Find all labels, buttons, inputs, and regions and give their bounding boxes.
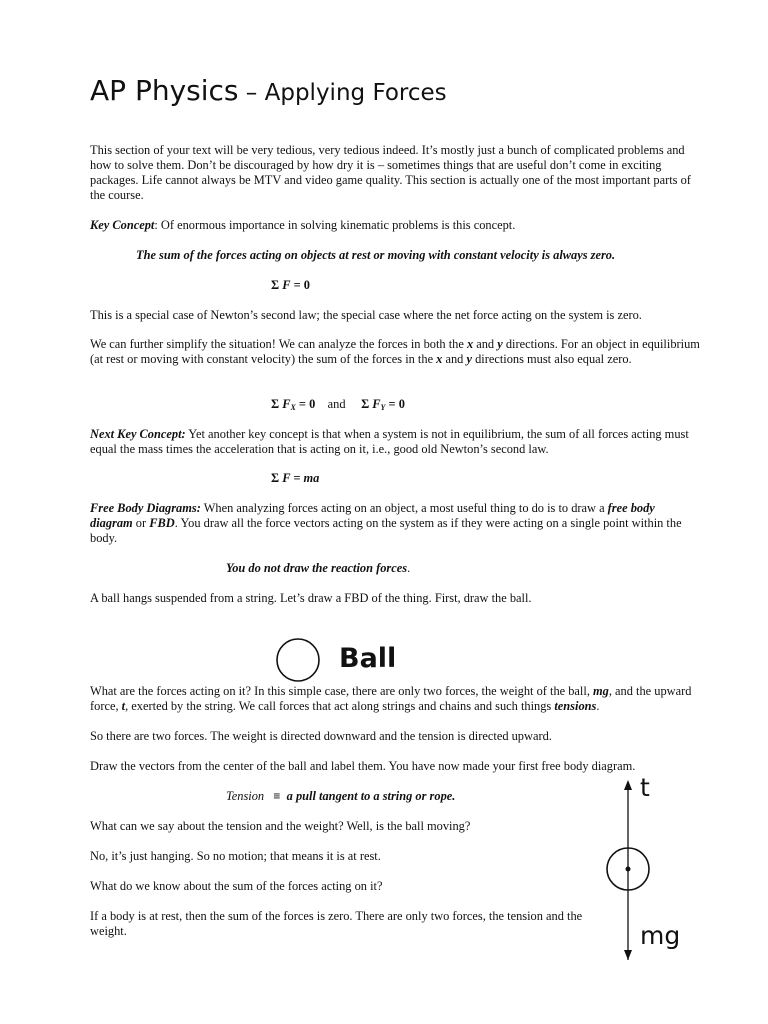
forces-text-2: , and the upward force,: [90, 684, 692, 713]
tension-vector-label: t: [640, 773, 650, 802]
simplify-text-3: directions. For an object in equilibrium (at rest or moving with constant velocity) the sum of the forces in the: [90, 337, 700, 366]
answer-1: No, it’s just hanging. So no motion; that means it is at rest.: [90, 849, 381, 863]
y-subscript: Y: [380, 403, 386, 412]
tension-arrowhead-icon: [624, 780, 632, 790]
equation-rhs: = 0: [290, 278, 310, 292]
ball-intro-paragraph: A ball hangs suspended from a string. Let’s draw a FBD of the thing. First, draw the ball.: [90, 591, 532, 605]
title-main: AP Physics: [90, 74, 239, 107]
next-key-concept-label: Next Key Concept:: [90, 427, 186, 441]
reaction-forces-note: [226, 561, 410, 576]
reaction-forces-period: .: [407, 561, 411, 575]
force-symbol: F: [282, 471, 291, 485]
rule-zero-net-force: The sum of the forces acting on objects at rest or moving with constant velocity is always zero.: [136, 248, 616, 262]
forces-question-paragraph: [90, 684, 700, 714]
x-direction: x: [436, 352, 443, 366]
page-title: [90, 74, 447, 110]
force-symbol: F: [282, 278, 291, 292]
key-concept-label: Key Concept: [90, 218, 155, 232]
equation-rhs: = ma: [290, 471, 320, 485]
fbd-text-2: or: [132, 516, 150, 530]
sigma-symbol: Σ: [361, 397, 370, 411]
equivalence-symbol: ≡: [273, 789, 281, 803]
next-key-concept-text: Yet another key concept is that when a system is not in equilibrium, the sum of all forces acting must equal the mass times the acceleration that is acting on it, i.e., good old Newton’s second law.: [90, 427, 689, 456]
forces-text-3: , exerted by the string. We call forces that act along strings and chains and such things: [125, 699, 555, 713]
weight-symbol: mg: [593, 684, 609, 698]
fbd-text-3: . You draw all the force vectors acting on the system as if they were acting on a single point within the body.: [90, 516, 682, 545]
two-forces-paragraph: So there are two forces. The weight is directed downward and the tension is directed upward.: [90, 729, 552, 743]
tension-definition-text: a pull tangent to a string or rope.: [286, 789, 456, 803]
simplify-text-4: and: [442, 352, 467, 366]
fbd-label: Free Body Diagrams:: [90, 501, 201, 515]
fbd-text-1: When analyzing forces acting on an object, a most useful thing to do is to draw a: [200, 501, 608, 515]
and-text: and: [327, 397, 346, 411]
ball-label: Ball: [339, 643, 397, 674]
intro-paragraph: This section of your text will be very tedious, very tedious indeed. It’s mostly just a bunch of complicated problems and how to solve them. Don’t be discouraged by how dry it is – sometimes things that are useful don’t come in exciting packages. Life cannot always be MTV and video game quality. This section is actually one of the most important parts of the course.: [90, 143, 691, 202]
ball-circle-drawing: [275, 637, 325, 687]
simplify-text-1: We can further simplify the situation! We can analyze the forces in both the: [90, 337, 467, 351]
y-direction: y: [497, 337, 503, 351]
simplify-paragraph: [90, 337, 700, 367]
tension-symbol: t: [121, 699, 126, 713]
force-symbol: F: [282, 397, 291, 411]
x-subscript: X: [290, 403, 296, 412]
equation-rhs: = 0: [295, 397, 316, 411]
y-direction: y: [466, 352, 472, 366]
question-1: What can we say about the tension and the weight? Well, is the ball moving?: [90, 819, 471, 833]
tension-label: Tension: [226, 789, 265, 803]
free-body-diagrams-paragraph: [90, 501, 700, 546]
ball-center-dot: [626, 867, 631, 872]
tension-definition: [226, 789, 455, 804]
force-symbol: F: [372, 397, 381, 411]
forces-text-1: What are the forces acting on it? In this simple case, there are only two forces, the weight of the ball,: [90, 684, 594, 698]
forces-text-4: .: [596, 699, 600, 713]
draw-vectors-paragraph: Draw the vectors from the center of the ball and label them. You have now made your first free body diagram.: [90, 759, 636, 773]
tensions-term: tensions: [554, 699, 597, 713]
reaction-forces-text: You do not draw the reaction forces: [226, 561, 408, 575]
title-dash: –: [238, 80, 265, 106]
equation-newton-second-law: [271, 471, 319, 486]
sigma-symbol: Σ: [271, 278, 280, 292]
title-sub: Applying Forces: [264, 80, 447, 106]
equation-sum-f-zero: [271, 278, 310, 293]
x-direction: x: [466, 337, 474, 351]
equation-rhs: = 0: [385, 397, 405, 411]
special-case-paragraph: This is a special case of Newton’s second law; the special case where the net force acting on the system is zero.: [90, 308, 642, 322]
key-concept-text: : Of enormous importance in solving kinematic problems is this concept.: [154, 218, 516, 232]
key-concept-paragraph: [90, 218, 700, 233]
equation-components-zero: [271, 397, 405, 415]
sigma-symbol: Σ: [271, 471, 280, 485]
next-key-concept-paragraph: [90, 427, 700, 457]
sigma-symbol: Σ: [271, 397, 280, 411]
answer-2: If a body is at rest, then the sum of the forces is zero. There are only two forces, the tension and the weight.: [90, 909, 583, 938]
weight-arrowhead-icon: [624, 950, 632, 960]
simplify-text-2: and: [473, 337, 498, 351]
simplify-text-5: directions must also equal zero.: [471, 352, 632, 366]
fbd-term: free body diagram: [90, 501, 655, 530]
weight-vector-label: mg: [640, 921, 681, 950]
question-2: What do we know about the sum of the forces acting on it?: [90, 879, 383, 893]
fbd-abbrev: FBD: [149, 516, 175, 530]
